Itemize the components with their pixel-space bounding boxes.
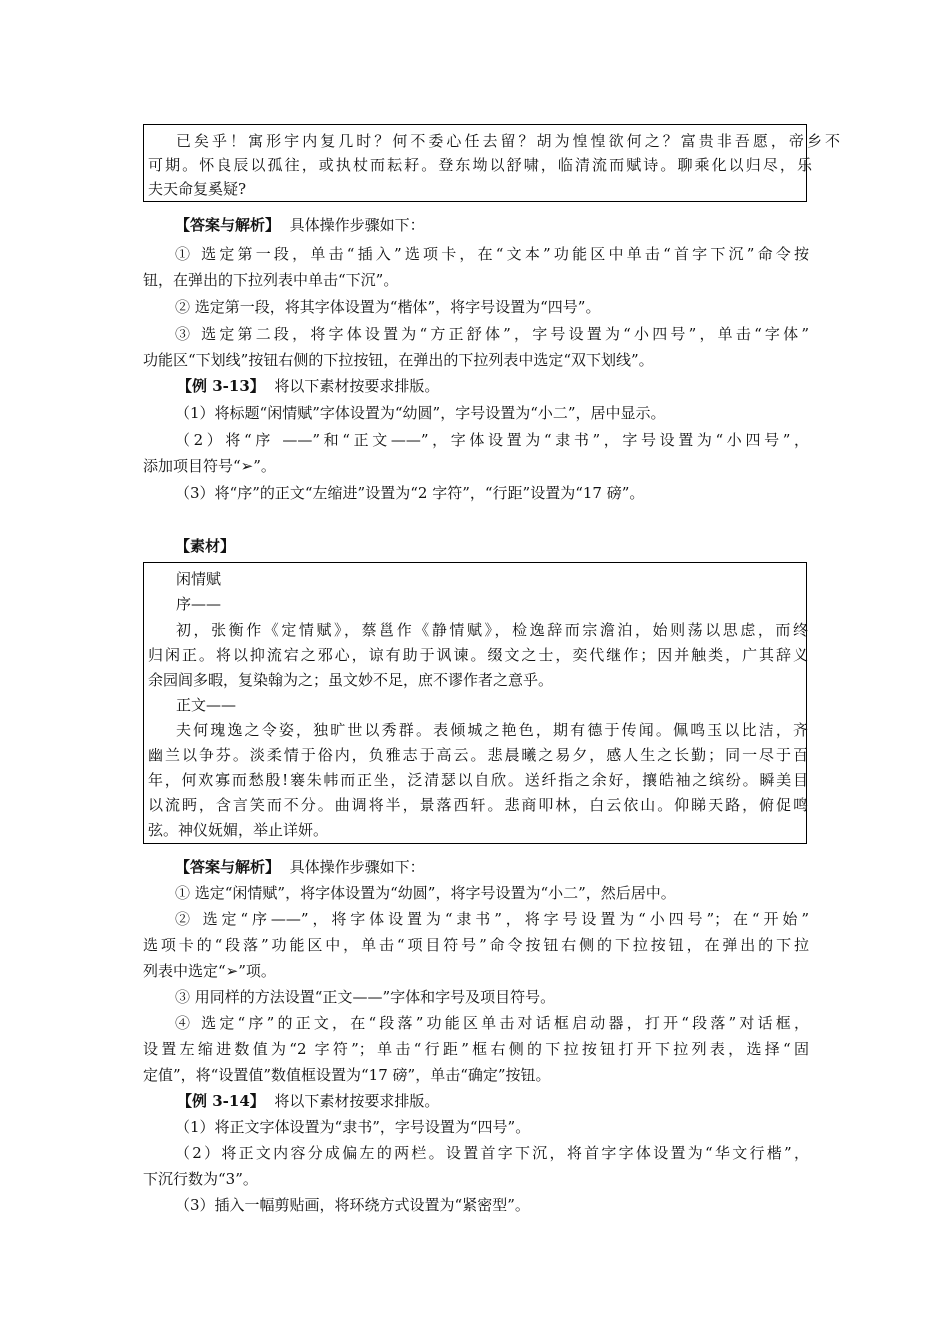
answer-step: ③ 用同样的方法设置“正文——”字体和字号及项目符号。: [175, 988, 556, 1006]
example-item: 添加项目符号“➢”。: [143, 457, 276, 475]
example-text: 将以下素材按要求排版。: [274, 1092, 440, 1110]
example-text: 将以下素材按要求排版。: [274, 377, 440, 395]
answer-step: 定值”，将“设置值”数值框设置为“17 磅”，单击“确定”按钮。: [143, 1066, 551, 1084]
material-line: 幽兰以争芬。淡柔情于俗内，负雅志于高云。悲晨曦之易夕，感人生之长勤；同一尽于百: [148, 746, 808, 764]
quote-line: 可期。怀良辰以孤往，或执杖而耘耔。登东坳以舒啸，临清流而赋诗。聊乘化以归尽，乐: [148, 156, 812, 174]
material-line: 夫何瑰逸之令姿，独旷世以秀群。表倾城之艳色，期有德于传闻。佩鸣玉以比洁，齐: [176, 721, 808, 739]
material-line: 以流眄，含言笑而不分。曲调将半，景落西轩。悲商叩林，白云依山。仰睇天路，俯促鸣: [148, 796, 808, 814]
answer-intro: 具体操作步骤如下：: [289, 858, 425, 876]
answer-step: 设置左缩进数值为“2 字符”；单击“行距”框右侧的下拉按钮打开下拉列表，选择“固: [143, 1040, 809, 1058]
material-line: 弦。神仪妩媚，举止详妍。: [148, 821, 329, 839]
answer-step: 选项卡的“段落”功能区中，单击“项目符号”命令按钮右侧的下拉按钮，在弹出的下拉: [143, 936, 809, 954]
material-title: 闲情赋: [176, 570, 222, 588]
answer-intro: 具体操作步骤如下：: [289, 216, 425, 234]
answer-step: 列表中选定“➢”项。: [143, 962, 276, 980]
material-line: 余园闾多暇，复染翰为之；虽文妙不足，庶不谬作者之意乎。: [148, 671, 554, 689]
material-box: [143, 562, 807, 844]
answer-step: ③ 选定第二段，将字体设置为“方正舒体”，字号设置为“小四号”，单击“字体”: [175, 325, 809, 343]
answer-step: ② 选定“序——”，将字体设置为“隶书”，将字号设置为“小四号”；在“开始”: [175, 910, 809, 928]
material-line: 归闲正。将以抑流宕之邪心，谅有助于讽谏。缀文之士，奕代继作；因并触类，广其辞义: [148, 646, 808, 664]
example-item: （3）将“序”的正文“左缩进”设置为“2 字符”，“行距”设置为“17 磅”。: [175, 484, 645, 502]
material-line: 初，张衡作《定情赋》，蔡邕作《静情赋》，检逸辞而宗澹泊，始则荡以思虑，而终: [176, 621, 808, 639]
answer-label: 【答案与解析】: [175, 216, 281, 234]
material-zhengwen: 正文——: [176, 696, 237, 714]
example-heading-14: [143, 1089, 843, 1113]
quote-box-1: [143, 124, 840, 202]
example-heading-13: [143, 374, 843, 398]
example-label: 【例 3-13】: [177, 377, 265, 395]
material-xu: 序——: [176, 595, 222, 613]
quote-line: 已矣乎！寓形宇内复几时？何不委心任去留？胡为惶惶欲何之？富贵非吾愿，帝乡不: [176, 132, 840, 150]
answer-step: ① 选定第一段，单击“插入”选项卡，在“文本”功能区中单击“首字下沉”命令按: [175, 245, 809, 263]
material-line: 年，何欢寡而愁殷!褰朱帏而正坐，泛清瑟以自欣。送纤指之余好，攘皓袖之缤纷。瞬美目: [148, 771, 808, 789]
example-item: （1）将正文字体设置为“隶书”，字号设置为“四号”。: [175, 1118, 531, 1136]
answer-heading-1: [143, 213, 841, 237]
example-item: 下沉行数为“3”。: [143, 1170, 258, 1188]
material-label-text: 【素材】: [175, 537, 236, 555]
answer-step: ① 选定“闲情赋”，将字体设置为“幼圆”，将字号设置为“小二”，然后居中。: [175, 884, 676, 902]
answer-label: 【答案与解析】: [175, 858, 281, 876]
material-label: [143, 534, 841, 558]
example-label: 【例 3-14】: [177, 1092, 265, 1110]
example-item: （2）将正文内容分成偏左的两栏。设置首字下沉，将首字字体设置为“华文行楷”，: [175, 1144, 809, 1162]
answer-step: ② 选定第一段，将其字体设置为“楷体”，将字号设置为“四号”。: [175, 298, 601, 316]
answer-heading-2: [143, 855, 841, 879]
answer-step: 钮，在弹出的下拉列表中单击“下沉”。: [143, 271, 399, 289]
answer-step: ④ 选定“序”的正文，在“段落”功能区单击对话框启动器，打开“段落”对话框，: [175, 1014, 809, 1032]
answer-step: 功能区“下划线”按钮右侧的下拉按钮，在弹出的下拉列表中选定“双下划线”。: [143, 351, 654, 369]
example-item: （2）将“序 ——”和“正文——”，字体设置为“隶书”，字号设置为“小四号”，: [175, 431, 809, 449]
example-item: （1）将标题“闲情赋”字体设置为“幼圆”，字号设置为“小二”，居中显示。: [175, 404, 666, 422]
quote-line: 夫天命复奚疑?: [148, 180, 247, 198]
example-item: （3）插入一幅剪贴画，将环绕方式设置为“紧密型”。: [175, 1196, 530, 1214]
